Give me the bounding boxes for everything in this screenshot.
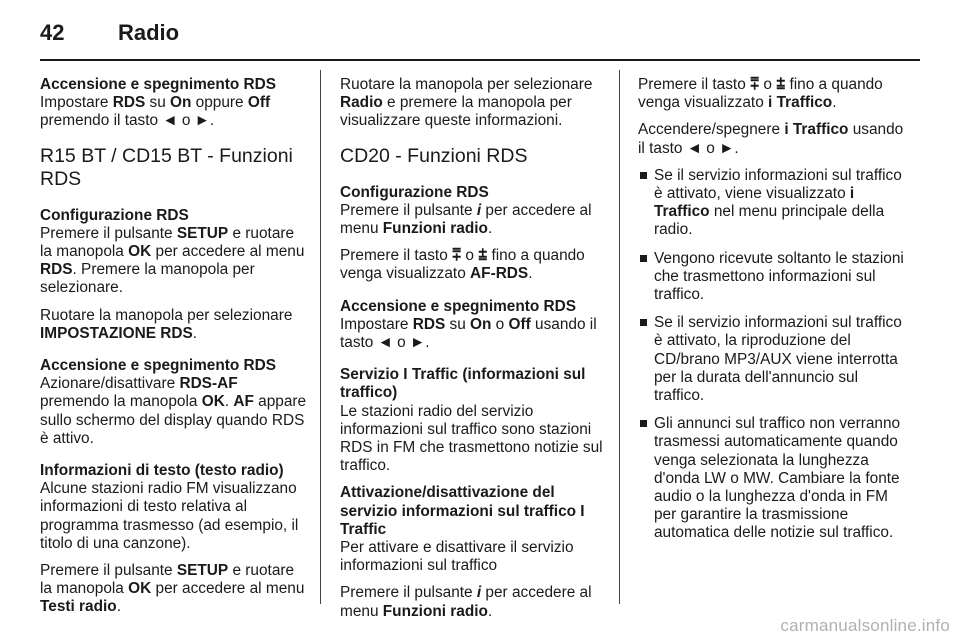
para-rds-af: Azionare/disattivare RDS-AF premendo la manopola OK. AF appare sullo schermo del display quando RDS è attivo. xyxy=(40,375,307,447)
heading-rds-onoff: Accensione e spegnimento RDS xyxy=(40,76,277,93)
page-number: 42 xyxy=(40,20,65,45)
heading-traffic-service: Servizio I Traffic (informazioni sul traffico) xyxy=(340,366,586,402)
bullet-square-icon xyxy=(640,255,647,262)
column-3 xyxy=(638,76,906,553)
heading-rds-onoff-2: Accensione e spegnimento RDS xyxy=(40,357,277,375)
section-title: Radio xyxy=(118,20,180,45)
heading-traffic-toggle: Attivazione/disattivazione del servizio informazioni sul traffico I Traffic xyxy=(340,484,585,538)
up-key-icon: ⩱ xyxy=(452,247,462,265)
bullet-square-icon xyxy=(640,172,647,179)
para-radio-text-menu: Premere il pulsante SETUP e ruotare la manopola OK per accedere al menu Testi radio. xyxy=(40,562,305,616)
para-cd20-config: Premere il pulsante i per accedere al menu Funzioni radio. xyxy=(340,201,592,238)
para-traffic-toggle: Per attivare e disattivare il servizio informazioni sul traffico xyxy=(340,539,574,575)
watermark: carmanualsonline.info xyxy=(780,616,950,635)
column-2 xyxy=(340,76,606,630)
heading-cd20-rds: CD20 - Funzioni RDS xyxy=(340,144,528,167)
heading-rds-config: Configurazione RDS xyxy=(340,183,489,201)
list-item: Se il servizio informazioni sul traffico è attivato, viene visualizzato i Traffico nel menu principale della radio. xyxy=(638,167,906,240)
heading-rds-onoff: Accensione e spegnimento RDS xyxy=(340,297,577,315)
list-item: Se il servizio informazioni sul traffico è attivato, la riproduzione del CD/brano MP3/AUX viene interrotta per la durata dell'annuncio sul traffico. xyxy=(638,314,906,405)
para-traffic-service: Le stazioni radio del servizio informazioni sul traffico sono stazioni RDS in FM che trasmettono notizie sul traffico. xyxy=(340,402,603,475)
para-cd20-onoff: Impostare RDS su On o Off usando il tasto ◄ o ►. xyxy=(340,315,597,352)
para-cd20-keys: Premere il tasto ⩱ o ⩲ fino a quando venga visualizzato AF-RDS. xyxy=(340,247,585,283)
down-key-icon: ⩲ xyxy=(776,76,786,93)
heading-radio-text: Informazioni di testo (testo radio) xyxy=(40,462,284,480)
info-button-icon: i xyxy=(476,584,482,602)
list-item: Gli annunci sul traffico non verranno trasmessi automaticamente quando venga selezionata la lunghezza d'onda LW o MW. Cambiare la fonte audio o la lunghezza d'onda in FM per garantire la trasmissione automatica delle notizie sul traffico. xyxy=(638,415,906,542)
para-radio-text: Alcune stazioni radio FM visualizzano informazioni di testo relativa al programma trasmesso (ad esempio, il titolo di una canzone). xyxy=(40,480,299,552)
heading-rds-config: Configurazione RDS xyxy=(40,206,189,224)
bullet-square-icon xyxy=(640,420,647,427)
para-radio-select: Ruotare la manopola per selezionare Radio e premere la manopola per visualizzare queste informazioni. xyxy=(340,76,593,130)
bullet-square-icon xyxy=(640,319,647,326)
column-1 xyxy=(40,76,308,626)
up-key-icon: ⩱ xyxy=(750,76,760,93)
para-rds-config-1: Premere il pulsante SETUP e ruotare la manopola OK per accedere al menu RDS. Premere la manopola per selezionare. xyxy=(40,224,305,297)
down-key-icon: ⩲ xyxy=(478,247,488,265)
header-rule xyxy=(40,59,920,61)
para-traffic-keys: Premere il tasto ⩱ o ⩲ fino a quando venga visualizzato i Traffico. xyxy=(638,76,883,112)
page-header xyxy=(40,18,179,48)
para-traffic-onoff: Accendere/spegnere i Traffico usando il tasto ◄ o ►. xyxy=(638,121,904,157)
para-rds-config-2: Ruotare la manopola per selezionare IMPOSTAZIONE RDS. xyxy=(40,306,293,342)
column-divider-2 xyxy=(619,70,620,604)
info-button-icon: i xyxy=(476,201,482,219)
heading-r15-rds: R15 BT / CD15 BT - Funzioni RDS xyxy=(40,144,293,190)
column-divider-1 xyxy=(320,70,321,604)
list-item: Vengono ricevute soltanto le stazioni che trasmettono informazioni sul traffico. xyxy=(638,250,906,305)
para-traffic-menu: Premere il pulsante i per accedere al menu Funzioni radio. xyxy=(340,584,592,620)
traffic-notes-list xyxy=(638,167,906,543)
para-rds-onoff: Impostare RDS su On oppure Off premendo il tasto ◄ o ►. xyxy=(40,94,271,130)
